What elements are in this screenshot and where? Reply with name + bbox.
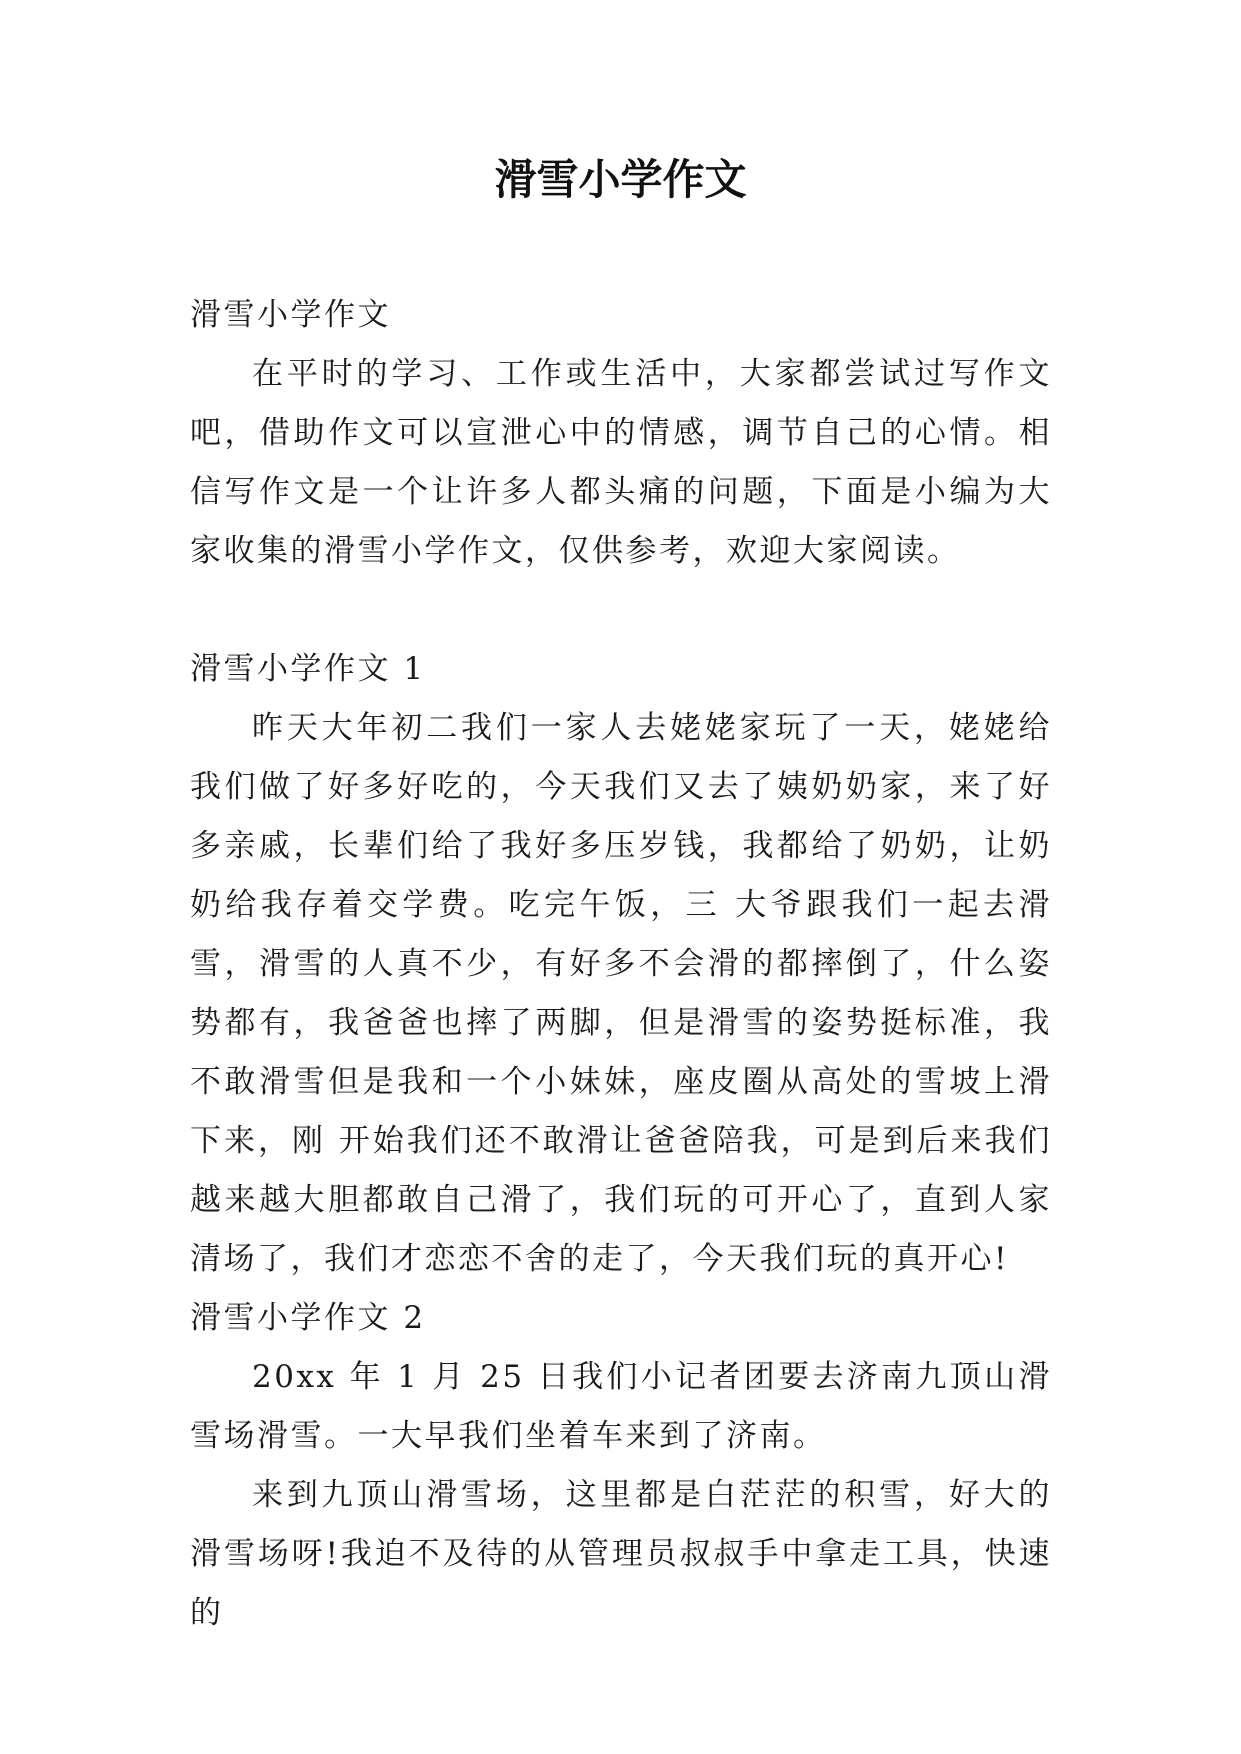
intro-paragraph: 在平时的学习、工作或生活中，大家都尝试过写作文吧，借助作文可以宣泄心中的情感，调节自己的心情。相信写作文是一个让许多人都头痛的问题，下面是小编为大家收集的滑雪小学作文，仅供参考，欢迎大家阅读。 bbox=[190, 356, 1052, 569]
document-title: 滑雪小学作文 bbox=[494, 155, 747, 204]
essay1-paragraph: 昨天大年初二我们一家人去姥姥家玩了一天，姥姥给我们做了好多好吃的，今天我们又去了姨奶奶家，来了好多亲戚，长辈们给了我好多压岁钱，我都给了奶奶，让奶奶给我存着交学费。吃完午饭，三 大爷跟我们一起去滑雪，滑雪的人真不少，有好多不会滑的都摔倒了，什么姿势都有，我爸爸也摔了两脚，但是滑雪的姿势挺标准，我不敢滑雪但是我和一个小妹妹，座皮圈从高处的雪坡上滑下来，刚 开始我们还不敢滑让爸爸陪我，可是到后来我们越来越大胆都敢自己滑了，我们玩的可开心了，直到人家清场了，我们才恋恋不舍的走了，今天我们玩的真开心! bbox=[190, 710, 1052, 1277]
essay2-paragraph-1: 20xx 年 1 月 25 日我们小记者团要去济南九顶山滑雪场滑雪。一大早我们坐着车来到了济南。 bbox=[190, 1359, 1052, 1454]
essay1-heading: 滑雪小学作文 1 bbox=[190, 651, 426, 687]
essay2-paragraph-2: 来到九顶山滑雪场，这里都是白茫茫的积雪，好大的滑雪场呀!我迫不及待的从管理员叔叔手中拿走工具，快速的 bbox=[190, 1477, 1052, 1631]
essay2-heading: 滑雪小学作文 2 bbox=[190, 1300, 426, 1336]
document-body bbox=[190, 286, 1052, 1643]
intro-heading: 滑雪小学作文 bbox=[190, 297, 391, 333]
